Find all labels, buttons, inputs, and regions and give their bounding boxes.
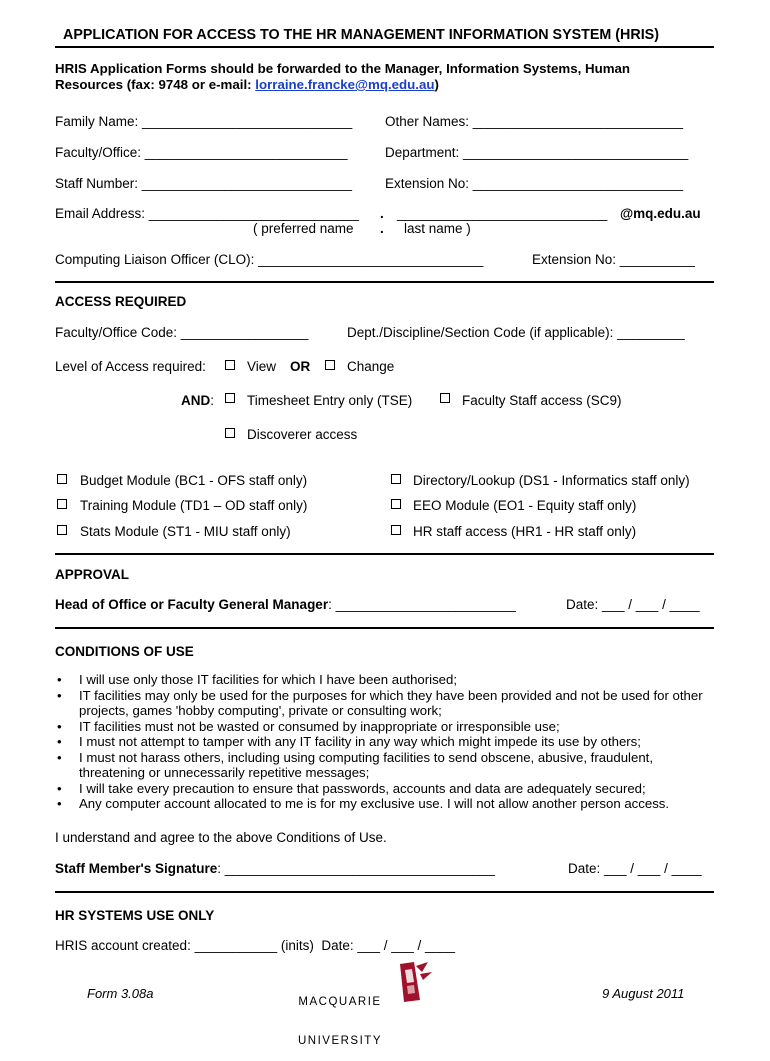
eeo-module-label: EEO Module (EO1 - Equity staff only)	[413, 498, 637, 513]
clo-field[interactable]: Computing Liaison Officer (CLO): ______________________________	[55, 252, 484, 267]
condition-item: • I must not attempt to tamper with any IT facility in any way which might impede its use by others;	[55, 734, 720, 750]
last-name-hint: last name )	[404, 221, 471, 236]
form-number: Form 3.08a	[87, 986, 154, 1001]
staff-number-field[interactable]: Staff Number: ____________________________	[55, 176, 353, 191]
condition-item: • IT facilities may only be used for the purposes for which they have been provided and not be used for other projects, games 'hobby computing', private or consulting work;	[55, 688, 720, 719]
condition-item: • I will take every precaution to ensure that passwords, accounts and data are adequately secured;	[55, 781, 720, 797]
view-label: View	[247, 359, 277, 374]
dept-code-field[interactable]: Dept./Discipline/Section Code (if applicable): _________	[347, 325, 685, 340]
university-logo-text	[292, 970, 388, 1061]
intro-line-2	[55, 77, 439, 92]
section-rule-access	[55, 281, 714, 283]
signature-field[interactable]	[55, 861, 495, 876]
hris-account-created-field[interactable]: HRIS account created: ___________ (inits) Date: ___ / ___ / ____	[55, 938, 456, 953]
conditions-heading: CONDITIONS OF USE	[55, 644, 194, 659]
condition-item: • I must not harass others, including using computing facilities to send obscene, abusive, fraudulent, threatening or unnecessarily repetitive messages;	[55, 750, 720, 781]
condition-item: • Any computer account allocated to me is for my exclusive use. I will not allow another person access.	[55, 796, 720, 812]
change-label: Change	[347, 359, 395, 374]
clo-extension-field[interactable]: Extension No: __________	[532, 252, 695, 267]
email-dot-hint: .	[380, 221, 384, 236]
intro-suffix: )	[434, 77, 439, 92]
condition-item: • IT facilities must not be wasted or consumed by inappropriate or irresponsible use;	[55, 719, 720, 735]
section-rule-hr	[55, 891, 714, 893]
or-label: OR	[290, 359, 311, 374]
agree-statement: I understand and agree to the above Conditions of Use.	[55, 830, 387, 845]
signature-line: : ____________________________________	[217, 861, 496, 876]
title-rule	[55, 46, 714, 48]
stats-module-checkbox[interactable]	[57, 525, 67, 535]
faculty-office-field[interactable]: Faculty/Office: ___________________________	[55, 145, 348, 160]
condition-item: • I will use only those IT facilities for which I have been authorised;	[55, 672, 720, 688]
extension-no-field[interactable]: Extension No: ____________________________	[385, 176, 684, 191]
training-module-label: Training Module (TD1 – OD staff only)	[80, 498, 308, 513]
directory-lookup-checkbox[interactable]	[391, 474, 401, 484]
section-rule-conditions	[55, 627, 714, 629]
logo-line-2: UNIVERSITY	[297, 1035, 382, 1047]
hr-staff-access-label: HR staff access (HR1 - HR staff only)	[413, 524, 637, 539]
intro-prefix: Resources (fax: 9748 or e-mail:	[55, 77, 256, 92]
email-domain: @mq.edu.au	[620, 206, 701, 221]
conditions-list	[55, 672, 720, 812]
email-dot: .	[380, 206, 384, 221]
approval-heading: APPROVAL	[55, 567, 130, 582]
logo-line-1: MACQUARIE	[298, 996, 382, 1008]
view-checkbox[interactable]	[225, 360, 235, 370]
email-link[interactable]: lorraine.francke@mq.edu.au	[255, 77, 435, 92]
form-title: APPLICATION FOR ACCESS TO THE HR MANAGEMENT INFORMATION SYSTEM (HRIS)	[63, 27, 659, 43]
sc9-checkbox[interactable]	[440, 393, 450, 403]
hr-use-heading: HR SYSTEMS USE ONLY	[55, 908, 215, 923]
preferred-name-hint: ( preferred name	[253, 221, 354, 236]
discoverer-checkbox[interactable]	[225, 428, 235, 438]
sc9-label: Faculty Staff access (SC9)	[462, 393, 622, 408]
head-of-office-field[interactable]	[55, 597, 516, 612]
directory-lookup-label: Directory/Lookup (DS1 - Informatics staff only)	[413, 473, 690, 488]
eeo-module-checkbox[interactable]	[391, 499, 401, 509]
email-address-field[interactable]: Email Address: ____________________________	[55, 206, 360, 221]
level-of-access-label: Level of Access required:	[55, 359, 206, 374]
section-rule-approval	[55, 553, 714, 555]
hr-staff-access-checkbox[interactable]	[391, 525, 401, 535]
tse-label: Timesheet Entry only (TSE)	[247, 393, 413, 408]
and-label	[181, 393, 214, 408]
and-text: AND	[181, 393, 211, 408]
training-module-checkbox[interactable]	[57, 499, 67, 509]
form-date: 9 August 2011	[602, 986, 685, 1001]
access-required-heading: ACCESS REQUIRED	[55, 294, 187, 309]
stats-module-label: Stats Module (ST1 - MIU staff only)	[80, 524, 291, 539]
tse-checkbox[interactable]	[225, 393, 235, 403]
and-colon: :	[210, 393, 215, 408]
budget-module-checkbox[interactable]	[57, 474, 67, 484]
signature-label: Staff Member's Signature	[55, 861, 218, 876]
head-of-office-label: Head of Office or Faculty General Manager	[55, 597, 329, 612]
signature-date-field[interactable]: Date: ___ / ___ / ____	[568, 861, 702, 876]
family-name-field[interactable]: Family Name: ____________________________	[55, 114, 353, 129]
change-checkbox[interactable]	[325, 360, 335, 370]
budget-module-label: Budget Module (BC1 - OFS staff only)	[80, 473, 308, 488]
faculty-code-field[interactable]: Faculty/Office Code: _________________	[55, 325, 309, 340]
approval-date-field[interactable]: Date: ___ / ___ / ____	[566, 597, 700, 612]
intro-line-1: HRIS Application Forms should be forwarded to the Manager, Information Systems, Human	[55, 61, 631, 76]
department-field[interactable]: Department: ______________________________	[385, 145, 689, 160]
lighthouse-logo-icon	[392, 960, 434, 1004]
other-names-field[interactable]: Other Names: ____________________________	[385, 114, 684, 129]
head-of-office-line: : ________________________	[328, 597, 516, 612]
discoverer-label: Discoverer access	[247, 427, 358, 442]
email-last-name-field[interactable]: ____________________________	[397, 206, 608, 221]
